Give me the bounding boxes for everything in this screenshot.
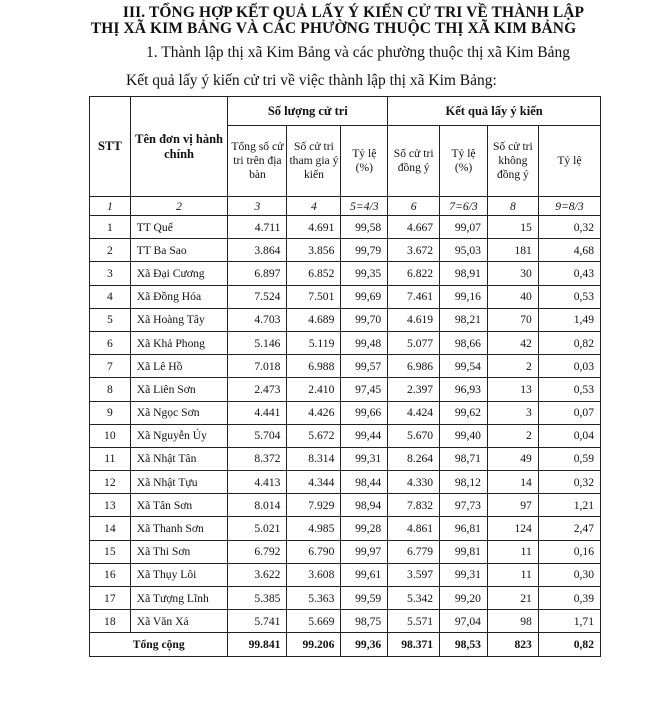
total-voters-cell: 7.524 — [228, 285, 287, 308]
column-number: 1 — [90, 197, 131, 216]
agree-cell: 5.670 — [388, 424, 440, 447]
disagree-rate-cell: 0,03 — [538, 355, 600, 378]
agree-cell: 3.672 — [388, 239, 440, 262]
stt-cell: 10 — [90, 424, 131, 447]
disagree-rate-cell: 2,47 — [538, 517, 600, 540]
participating-cell: 4.985 — [287, 517, 341, 540]
agree-rate-cell: 98,71 — [440, 447, 488, 470]
participating-cell: 4.689 — [287, 308, 341, 331]
disagree-cell: 2 — [487, 355, 538, 378]
header-results: Kết quả lấy ý kiến — [388, 97, 601, 126]
agree-rate-cell: 99,20 — [440, 587, 488, 610]
header-agree: Số cử tri đồng ý — [388, 126, 440, 197]
total-voters-cell: 5.021 — [228, 517, 287, 540]
disagree-rate-cell: 0,32 — [538, 471, 600, 494]
disagree-rate-cell: 4,68 — [538, 239, 600, 262]
participation-rate-cell: 99,48 — [341, 331, 388, 354]
disagree-cell: 70 — [487, 308, 538, 331]
disagree-cell: 14 — [487, 471, 538, 494]
participating-cell: 2.410 — [287, 378, 341, 401]
disagree-cell: 42 — [487, 331, 538, 354]
disagree-cell: 124 — [487, 517, 538, 540]
total-voters-cell: 5.385 — [228, 587, 287, 610]
table-row — [90, 447, 601, 470]
agree-rate-cell: 99,31 — [440, 563, 488, 586]
table-row — [90, 517, 601, 540]
table-row — [90, 424, 601, 447]
total-voters-cell: 8.372 — [228, 447, 287, 470]
disagree-cell: 49 — [487, 447, 538, 470]
agree-rate-cell: 99,54 — [440, 355, 488, 378]
table-row — [90, 540, 601, 563]
stt-cell: 6 — [90, 331, 131, 354]
total-voters-cell: 3.864 — [228, 239, 287, 262]
participation-rate-cell: 98,94 — [341, 494, 388, 517]
unit-name-cell: Xã Hoàng Tây — [130, 308, 228, 331]
stt-cell: 14 — [90, 517, 131, 540]
table-row — [90, 610, 601, 633]
unit-name-cell: TT Quế — [130, 216, 228, 239]
total-disagree-rate: 0,82 — [538, 633, 600, 657]
stt-cell: 13 — [90, 494, 131, 517]
disagree-rate-cell: 1,21 — [538, 494, 600, 517]
disagree-cell: 11 — [487, 540, 538, 563]
disagree-cell: 21 — [487, 587, 538, 610]
total-label: Tổng cộng — [90, 633, 228, 657]
header-total-voters: Tổng số cử tri trên địa bàn — [228, 126, 287, 197]
agree-cell: 4.861 — [388, 517, 440, 540]
participation-rate-cell: 97,45 — [341, 378, 388, 401]
unit-name-cell: Xã Tân Sơn — [130, 494, 228, 517]
participating-cell: 7.501 — [287, 285, 341, 308]
unit-name-cell: Xã Đồng Hóa — [130, 285, 228, 308]
table-row — [90, 331, 601, 354]
total-voters-cell: 7.018 — [228, 355, 287, 378]
total-voters-cell: 6.897 — [228, 262, 287, 285]
agree-cell: 6.986 — [388, 355, 440, 378]
stt-cell: 18 — [90, 610, 131, 633]
agree-cell: 8.264 — [388, 447, 440, 470]
participation-rate-cell: 99,79 — [341, 239, 388, 262]
unit-name-cell: Xã Tượng Lĩnh — [130, 587, 228, 610]
participation-rate-cell: 98,44 — [341, 471, 388, 494]
header-rate-disagree: Tỷ lệ — [538, 126, 600, 197]
disagree-cell: 40 — [487, 285, 538, 308]
total-voters-cell: 5.704 — [228, 424, 287, 447]
stt-cell: 5 — [90, 308, 131, 331]
header-disagree: Số cử tri không đồng ý — [487, 126, 538, 197]
disagree-rate-cell: 0,53 — [538, 378, 600, 401]
header-rate-agree: Tỷ lệ (%) — [440, 126, 488, 197]
stt-cell: 7 — [90, 355, 131, 378]
participating-cell: 8.314 — [287, 447, 341, 470]
column-number: 6 — [388, 197, 440, 216]
agree-rate-cell: 98,91 — [440, 262, 488, 285]
column-number: 3 — [228, 197, 287, 216]
total-voters-cell: 4.703 — [228, 308, 287, 331]
agree-cell: 4.619 — [388, 308, 440, 331]
table-row — [90, 471, 601, 494]
participation-rate-cell: 99,31 — [341, 447, 388, 470]
agree-cell: 4.667 — [388, 216, 440, 239]
agree-rate-cell: 96,81 — [440, 517, 488, 540]
participation-rate-cell: 99,58 — [341, 216, 388, 239]
agree-rate-cell: 97,04 — [440, 610, 488, 633]
unit-name-cell: Xã Khả Phong — [130, 331, 228, 354]
participating-cell: 5.363 — [287, 587, 341, 610]
table-row — [90, 401, 601, 424]
agree-cell: 6.779 — [388, 540, 440, 563]
total-agree-rate: 98,53 — [440, 633, 488, 657]
disagree-rate-cell: 0,16 — [538, 540, 600, 563]
unit-name-cell: TT Ba Sao — [130, 239, 228, 262]
participation-rate-cell: 99,69 — [341, 285, 388, 308]
column-number: 4 — [287, 197, 341, 216]
participating-cell: 6.988 — [287, 355, 341, 378]
unit-name-cell: Xã Thụy Lôi — [130, 563, 228, 586]
header-voter-count: Số lượng cử tri — [228, 97, 388, 126]
agree-rate-cell: 97,73 — [440, 494, 488, 517]
disagree-rate-cell: 0,07 — [538, 401, 600, 424]
participating-cell: 4.691 — [287, 216, 341, 239]
header-participating: Số cử tri tham gia ý kiến — [287, 126, 341, 197]
agree-rate-cell: 99,16 — [440, 285, 488, 308]
disagree-rate-cell: 0,59 — [538, 447, 600, 470]
total-voters-cell: 2.473 — [228, 378, 287, 401]
table-row — [90, 494, 601, 517]
participating-cell: 5.669 — [287, 610, 341, 633]
participation-rate-cell: 99,66 — [341, 401, 388, 424]
agree-rate-cell: 98,21 — [440, 308, 488, 331]
unit-name-cell: Xã Ngọc Sơn — [130, 401, 228, 424]
stt-cell: 3 — [90, 262, 131, 285]
participating-cell: 6.852 — [287, 262, 341, 285]
table-row — [90, 563, 601, 586]
participating-cell: 7.929 — [287, 494, 341, 517]
column-numbering-row — [90, 197, 601, 216]
participation-rate-cell: 99,44 — [341, 424, 388, 447]
disagree-rate-cell: 0,53 — [538, 285, 600, 308]
agree-cell: 5.342 — [388, 587, 440, 610]
header-stt: STT — [90, 97, 131, 197]
disagree-cell: 13 — [487, 378, 538, 401]
agree-cell: 7.832 — [388, 494, 440, 517]
total-voters-cell: 5.741 — [228, 610, 287, 633]
stt-cell: 17 — [90, 587, 131, 610]
participation-rate-cell: 99,61 — [341, 563, 388, 586]
header-rate-participation: Tỷ lệ (%) — [341, 126, 388, 197]
agree-cell: 6.822 — [388, 262, 440, 285]
stt-cell: 12 — [90, 471, 131, 494]
participation-rate-cell: 99,70 — [341, 308, 388, 331]
stt-cell: 4 — [90, 285, 131, 308]
table-row — [90, 355, 601, 378]
stt-cell: 1 — [90, 216, 131, 239]
total-voters-cell: 3.622 — [228, 563, 287, 586]
disagree-cell: 181 — [487, 239, 538, 262]
disagree-cell: 15 — [487, 216, 538, 239]
agree-rate-cell: 95,03 — [440, 239, 488, 262]
total-voters-cell: 6.792 — [228, 540, 287, 563]
participation-rate-cell: 99,35 — [341, 262, 388, 285]
disagree-cell: 30 — [487, 262, 538, 285]
stt-cell: 2 — [90, 239, 131, 262]
unit-name-cell: Xã Nhật Tựu — [130, 471, 228, 494]
unit-name-cell: Xã Đại Cương — [130, 262, 228, 285]
column-number: 8 — [487, 197, 538, 216]
unit-name-cell: Xã Nhật Tân — [130, 447, 228, 470]
participation-rate-cell: 98,75 — [341, 610, 388, 633]
participating-cell: 6.790 — [287, 540, 341, 563]
participating-cell: 5.672 — [287, 424, 341, 447]
participating-cell: 3.608 — [287, 563, 341, 586]
column-number: 5=4/3 — [341, 197, 388, 216]
total-participation-rate: 99,36 — [341, 633, 388, 657]
participation-rate-cell: 99,59 — [341, 587, 388, 610]
stt-cell: 15 — [90, 540, 131, 563]
table-row — [90, 308, 601, 331]
table-row — [90, 285, 601, 308]
agree-rate-cell: 99,62 — [440, 401, 488, 424]
header-unit: Tên đơn vị hành chính — [130, 97, 228, 197]
total-voters-cell: 4.441 — [228, 401, 287, 424]
disagree-rate-cell: 1,71 — [538, 610, 600, 633]
total-voters: 99.841 — [228, 633, 287, 657]
stt-cell: 16 — [90, 563, 131, 586]
table-row — [90, 378, 601, 401]
participation-rate-cell: 99,28 — [341, 517, 388, 540]
column-number: 9=8/3 — [538, 197, 600, 216]
agree-cell: 4.424 — [388, 401, 440, 424]
disagree-cell: 3 — [487, 401, 538, 424]
stt-cell: 11 — [90, 447, 131, 470]
total-participating: 99.206 — [287, 633, 341, 657]
unit-name-cell: Xã Thi Sơn — [130, 540, 228, 563]
participating-cell: 4.344 — [287, 471, 341, 494]
results-table — [89, 96, 601, 657]
agree-rate-cell: 98,66 — [440, 331, 488, 354]
participation-rate-cell: 99,97 — [341, 540, 388, 563]
disagree-cell: 98 — [487, 610, 538, 633]
total-disagree: 823 — [487, 633, 538, 657]
disagree-rate-cell: 0,39 — [538, 587, 600, 610]
agree-rate-cell: 98,12 — [440, 471, 488, 494]
disagree-cell: 2 — [487, 424, 538, 447]
total-row — [90, 633, 601, 657]
stt-cell: 9 — [90, 401, 131, 424]
column-number: 7=6/3 — [440, 197, 488, 216]
table-row — [90, 587, 601, 610]
participating-cell: 3.856 — [287, 239, 341, 262]
agree-rate-cell: 99,07 — [440, 216, 488, 239]
disagree-rate-cell: 0,82 — [538, 331, 600, 354]
total-voters-cell: 4.413 — [228, 471, 287, 494]
stt-cell: 8 — [90, 378, 131, 401]
unit-name-cell: Xã Văn Xá — [130, 610, 228, 633]
unit-name-cell: Xã Thanh Sơn — [130, 517, 228, 540]
heading-line-1: III. TỔNG HỢP KẾT QUẢ LẤY Ý KIẾN CỬ TRI VỀ THÀNH LẬP — [122, 4, 585, 21]
total-voters-cell: 5.146 — [228, 331, 287, 354]
subheading: 1. Thành lập thị xã Kim Bảng và các phường thuộc thị xã Kim Bảng — [146, 44, 570, 61]
agree-cell: 5.077 — [388, 331, 440, 354]
agree-cell: 2.397 — [388, 378, 440, 401]
table-row — [90, 216, 601, 239]
intro-text: Kết quả lấy ý kiến cử tri về việc thành lập thị xã Kim Bảng: — [126, 72, 497, 89]
total-agree: 98.371 — [388, 633, 440, 657]
disagree-rate-cell: 0,43 — [538, 262, 600, 285]
column-number: 2 — [130, 197, 228, 216]
agree-cell: 5.571 — [388, 610, 440, 633]
agree-cell: 4.330 — [388, 471, 440, 494]
disagree-rate-cell: 1,49 — [538, 308, 600, 331]
table-row — [90, 262, 601, 285]
participating-cell: 4.426 — [287, 401, 341, 424]
agree-cell: 3.597 — [388, 563, 440, 586]
participation-rate-cell: 99,57 — [341, 355, 388, 378]
table-row — [90, 239, 601, 262]
total-voters-cell: 4.711 — [228, 216, 287, 239]
total-voters-cell: 8.014 — [228, 494, 287, 517]
disagree-cell: 97 — [487, 494, 538, 517]
agree-rate-cell: 99,40 — [440, 424, 488, 447]
heading-line-2: THỊ XÃ KIM BẢNG VÀ CÁC PHƯỜNG THUỘC THỊ XÃ KIM BẢNG — [90, 20, 577, 37]
disagree-rate-cell: 0,30 — [538, 563, 600, 586]
disagree-cell: 11 — [487, 563, 538, 586]
unit-name-cell: Xã Lê Hồ — [130, 355, 228, 378]
disagree-rate-cell: 0,32 — [538, 216, 600, 239]
participating-cell: 5.119 — [287, 331, 341, 354]
unit-name-cell: Xã Liên Sơn — [130, 378, 228, 401]
agree-rate-cell: 99,81 — [440, 540, 488, 563]
disagree-rate-cell: 0,04 — [538, 424, 600, 447]
agree-cell: 7.461 — [388, 285, 440, 308]
unit-name-cell: Xã Nguyễn Úy — [130, 424, 228, 447]
agree-rate-cell: 96,93 — [440, 378, 488, 401]
